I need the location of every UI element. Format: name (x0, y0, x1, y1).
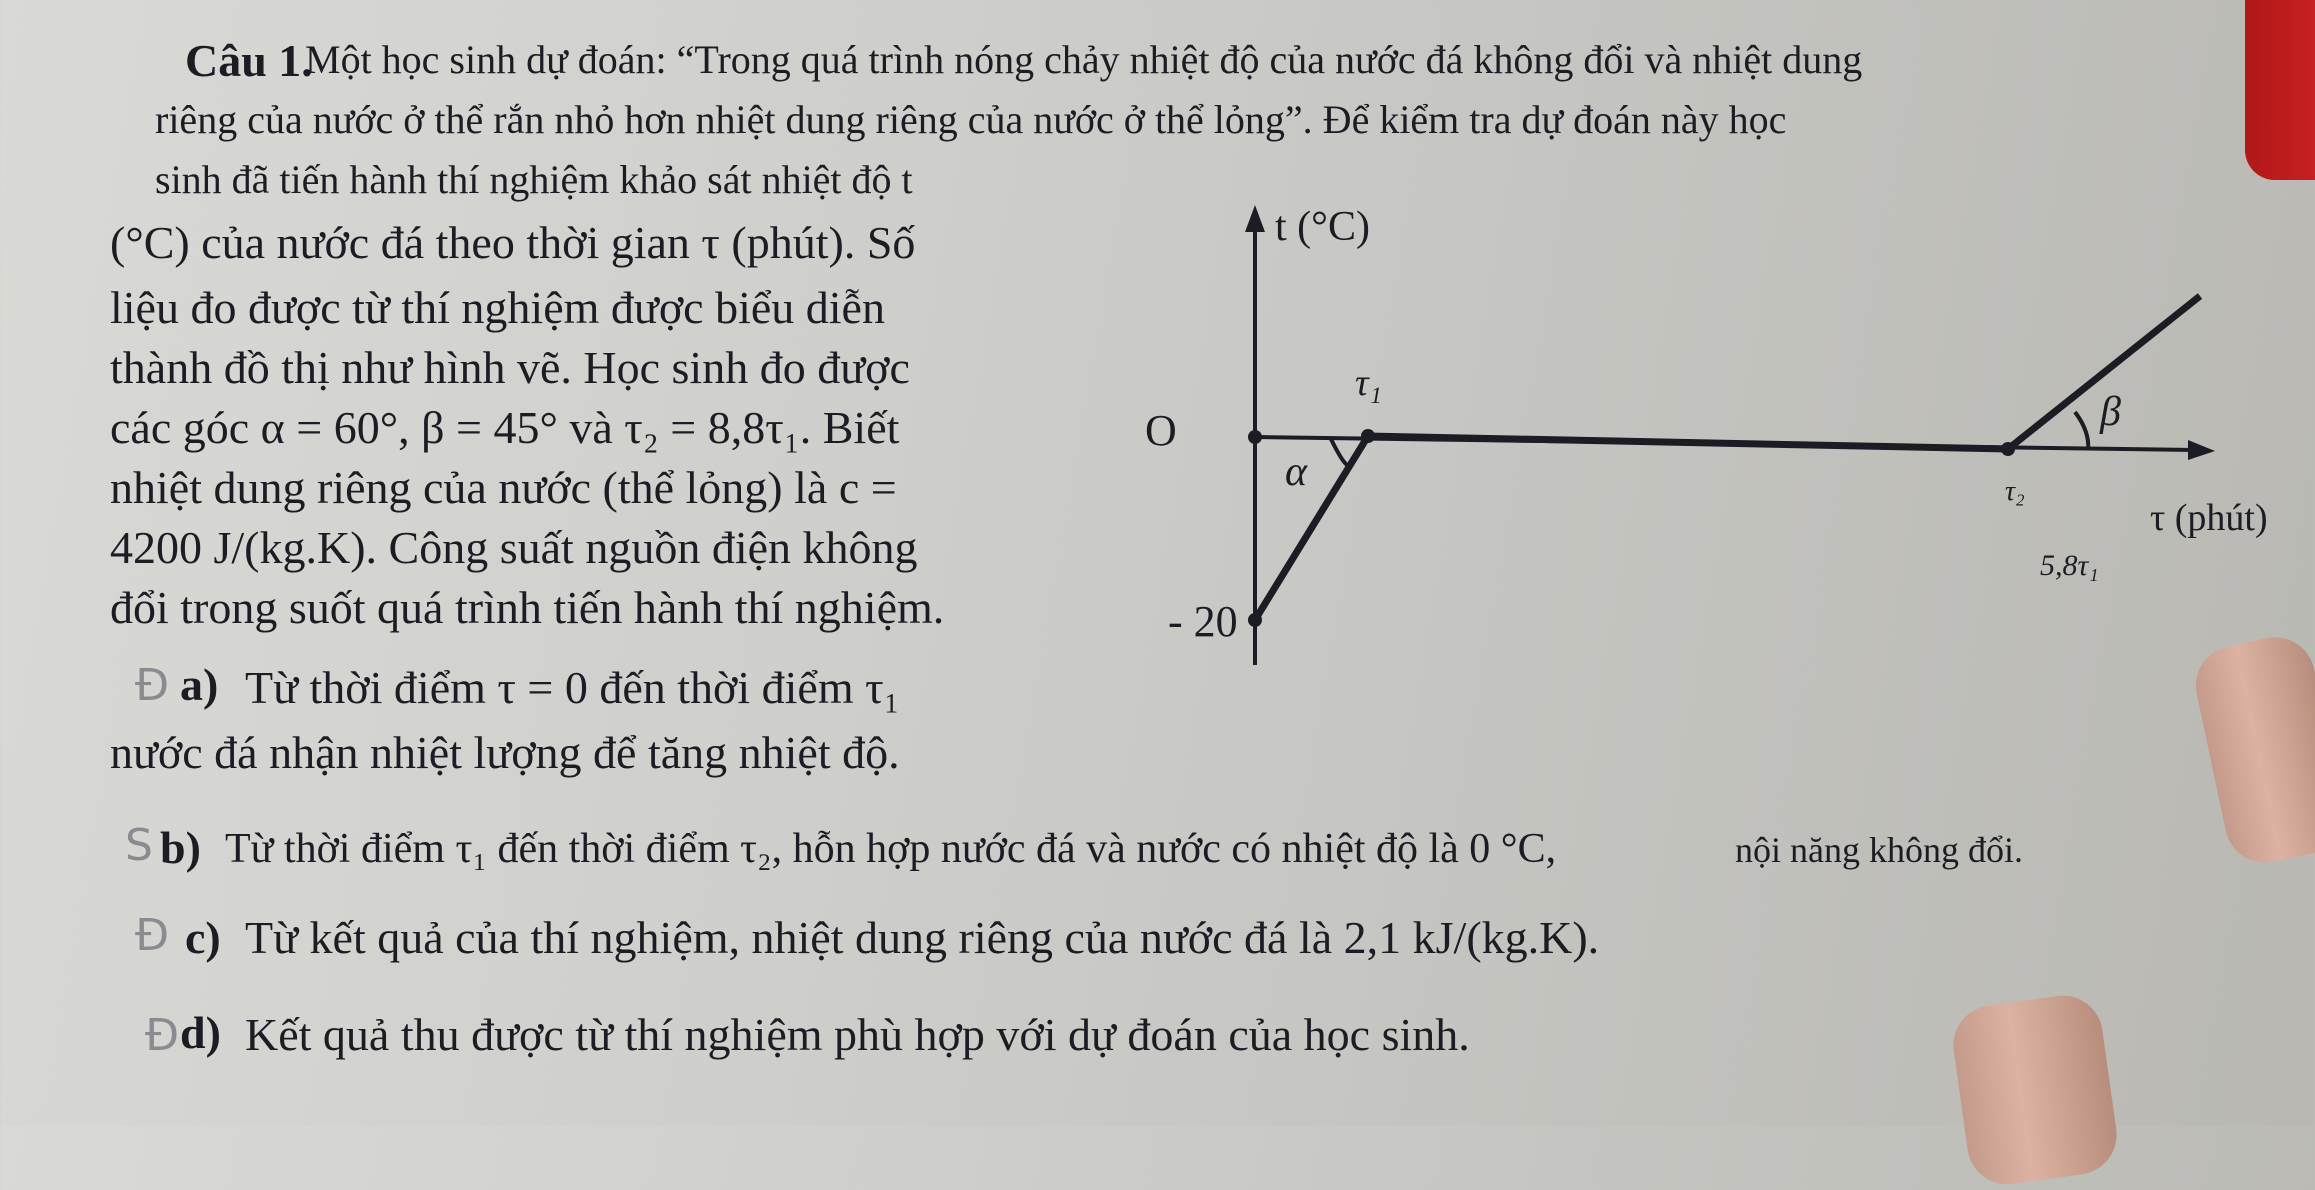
alpha-arc (1330, 437, 1350, 466)
answer-mark-d: Đ (145, 1010, 180, 1061)
tau2-label: τ₂ (2005, 476, 2025, 507)
beta-arc (2075, 412, 2088, 450)
question-line-3: sinh đã tiến hành thí nghiệm khảo sát nhiệt độ t (155, 157, 913, 202)
question-line-7: các góc α = 60°, β = 45° và τ₂ = 8,8τ₁. Biết (110, 402, 900, 453)
question-line-10: đổi trong suốt quá trình tiến hành thí nghiệm. (110, 582, 945, 633)
answer-mark-a: Đ (135, 660, 170, 711)
origin-dot (1248, 430, 1262, 444)
origin-label: O (1145, 406, 1177, 455)
question-line-6: thành đồ thị như hình vẽ. Học sinh đo được (110, 342, 910, 393)
graph-heating-ice-segment (1255, 436, 1368, 620)
tau1-label: τ₁ (1355, 362, 1382, 404)
question-label: Câu 1. (185, 35, 313, 86)
pencil-note: 5,8τ₁ (2040, 549, 2099, 582)
question-line-5: liệu đo được từ thí nghiệm được biểu diễn (110, 282, 885, 333)
statement-a-line-1: Từ thời điểm τ = 0 đến thời điểm τ₁ (245, 662, 900, 713)
minus20-dot (1248, 613, 1262, 627)
question-line-8: nhiệt dung riêng của nước (thể lỏng) là c = (110, 462, 897, 513)
statement-c-text: Từ kết quả của thí nghiệm, nhiệt dung riêng của nước đá là 2,1 kJ/(kg.K). (245, 912, 1600, 963)
statement-c-label: c) (185, 912, 221, 963)
question-line-1: Một học sinh dự đoán: “Trong quá trình nóng chảy nhiệt độ của nước đá không đổi và nhiệt dung (305, 37, 1863, 82)
y-axis-arrow (1245, 205, 1265, 232)
graph-melting-segment (1368, 436, 2008, 449)
y-axis-label: t (°C) (1275, 204, 1370, 250)
x-axis-arrow (2188, 440, 2215, 460)
statement-a-line-2: nước đá nhận nhiệt lượng để tăng nhiệt độ. (110, 727, 900, 778)
y-min-label: - 20 (1168, 597, 1238, 646)
answer-mark-c: Đ (135, 910, 170, 961)
statement-d-label: d) (180, 1007, 221, 1058)
tau2-point (2001, 442, 2015, 456)
answer-mark-b: S (125, 820, 153, 871)
statement-b-tail: nội năng không đổi. (1735, 830, 2023, 870)
statement-b-label: b) (160, 822, 201, 873)
question-line-9: 4200 J/(kg.K). Công suất nguồn điện không (110, 522, 918, 573)
x-axis-label: τ (phút) (2150, 497, 2268, 539)
tau1-point (1361, 429, 1375, 443)
statement-b-text: Từ thời điểm τ₁ đến thời điểm τ₂, hỗn hợp nước đá và nước có nhiệt độ là 0 °C, (225, 826, 1557, 872)
question-line-4: (°C) của nước đá theo thời gian τ (phút). Số (110, 217, 916, 268)
alpha-label: α (1285, 449, 1308, 495)
question-line-2: riêng của nước ở thể rắn nhỏ hơn nhiệt dung riêng của nước ở thể lỏng”. Để kiểm tra dự đoán này học (155, 97, 1787, 142)
statement-a-label: a) (180, 659, 219, 710)
beta-label: β (2100, 389, 2121, 435)
statement-d-text: Kết quả thu được từ thí nghiệm phù hợp với dự đoán của học sinh. (245, 1009, 1470, 1060)
